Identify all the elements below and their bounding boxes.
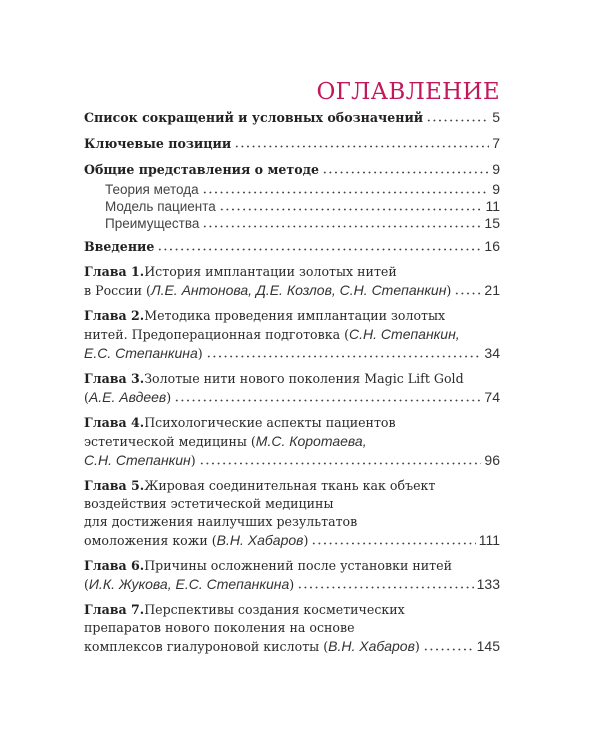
toc-heading: Список сокращений и условных обозначений xyxy=(84,110,424,125)
toc-text: комплексов гиалуроновой кислоты ( xyxy=(84,639,329,654)
page-number[interactable]: 96 xyxy=(484,452,500,468)
page-number[interactable]: 21 xyxy=(484,282,500,298)
toc-authors: В.Н. Хабаров xyxy=(328,638,415,654)
page-number[interactable]: 9 xyxy=(492,181,500,197)
toc-authors: С.Н. Степанкин xyxy=(84,452,191,468)
page-number[interactable]: 145 xyxy=(476,638,500,654)
dot-leader xyxy=(219,201,483,211)
toc-entry-line xyxy=(84,388,500,407)
toc-text: Жировая соединительная ткань как объект xyxy=(144,478,436,493)
dot-leader xyxy=(202,184,490,194)
toc-entry-line xyxy=(84,619,500,637)
toc-authors: В.Н. Хабаров xyxy=(216,532,304,548)
toc-entry-line xyxy=(105,181,500,198)
toc-entry-line xyxy=(84,160,500,179)
dot-leader xyxy=(199,455,482,465)
toc-text: Модель пациента xyxy=(105,199,216,214)
toc-heading: Глава 5. xyxy=(84,478,145,493)
dot-leader xyxy=(322,164,489,174)
toc-entry[interactable] xyxy=(84,237,500,256)
page-number[interactable]: 34 xyxy=(484,345,500,361)
toc-authors: А.Е. Авдеев xyxy=(88,389,167,405)
dot-leader xyxy=(426,112,489,122)
toc-authors: И.К. Жукова, Е.С. Степанкина xyxy=(88,576,290,592)
toc-entry[interactable] xyxy=(84,557,500,594)
table-of-contents xyxy=(84,108,500,663)
toc-entry-line xyxy=(84,134,500,153)
toc-heading: Глава 7. xyxy=(84,602,145,617)
toc-text: ) xyxy=(303,533,309,548)
toc-entry-line xyxy=(84,344,500,363)
toc-entry[interactable] xyxy=(84,477,500,550)
toc-entry[interactable] xyxy=(84,263,500,300)
toc-text: в России ( xyxy=(84,283,151,298)
toc-text: ) xyxy=(289,577,295,592)
toc-entry-line xyxy=(84,307,500,325)
dot-leader xyxy=(206,348,482,358)
page-number[interactable]: 111 xyxy=(478,532,500,548)
toc-text: Причины осложнений после установки нитей xyxy=(144,558,452,573)
page-number[interactable]: 16 xyxy=(484,238,500,254)
toc-text: омоложения кожи ( xyxy=(84,533,217,548)
toc-text: препаратов нового поколения на основе xyxy=(84,620,355,635)
page-number[interactable]: 11 xyxy=(485,198,500,214)
toc-text: ) xyxy=(166,390,172,405)
page-number[interactable]: 5 xyxy=(492,109,500,125)
toc-authors: Л.Е. Антонова, Д.Е. Козлов, С.Н. Степанкин xyxy=(150,282,447,298)
toc-entry-line xyxy=(105,198,500,215)
toc-text: эстетической медицины ( xyxy=(84,434,256,449)
toc-heading: Общие представления о методе xyxy=(84,162,320,177)
toc-entry[interactable] xyxy=(84,370,500,407)
toc-entry-line xyxy=(84,451,500,470)
toc-entry-line xyxy=(84,325,500,344)
page-number[interactable]: 9 xyxy=(492,161,500,177)
toc-subentry[interactable] xyxy=(84,181,500,198)
toc-heading: Глава 2. xyxy=(84,308,145,323)
toc-entry-line xyxy=(84,557,500,575)
toc-text: Золотые нити нового поколения Magic Lift Gold xyxy=(144,371,464,386)
dot-leader xyxy=(311,535,475,545)
toc-text: воздействия эстетической медицины xyxy=(84,496,334,511)
dot-leader xyxy=(202,218,481,228)
toc-subentry[interactable] xyxy=(84,198,500,215)
toc-title: ОГЛАВЛЕНИЕ xyxy=(316,79,500,106)
toc-text: нитей. Предоперационная подготовка ( xyxy=(84,327,350,342)
toc-entry[interactable] xyxy=(84,414,500,470)
toc-entry-line xyxy=(84,237,500,256)
toc-entry-line xyxy=(84,432,500,451)
toc-entry-line xyxy=(84,477,500,495)
toc-text: ) xyxy=(197,346,203,361)
toc-entry[interactable] xyxy=(84,601,500,656)
dot-leader xyxy=(174,392,481,402)
toc-entry-line xyxy=(84,495,500,513)
toc-entry-line xyxy=(84,575,500,594)
toc-entry-line xyxy=(84,263,500,281)
toc-subentry[interactable] xyxy=(84,215,500,232)
toc-text: Перспективы создания косметических xyxy=(144,602,405,617)
dot-leader xyxy=(297,579,473,589)
toc-entry-line xyxy=(84,601,500,619)
toc-entry[interactable] xyxy=(84,134,500,153)
toc-heading: Глава 3. xyxy=(84,371,145,386)
toc-authors: Е.С. Степанкина xyxy=(84,345,198,361)
toc-entry-line xyxy=(84,370,500,388)
toc-entry-line xyxy=(84,531,500,550)
toc-entry[interactable] xyxy=(84,160,500,179)
toc-text: ( xyxy=(84,390,89,405)
toc-authors: С.Н. Степанкин, xyxy=(349,326,460,342)
toc-text: Теория метода xyxy=(105,182,199,197)
dot-leader xyxy=(454,285,481,295)
dot-leader xyxy=(157,241,481,251)
toc-text: Преимущества xyxy=(105,216,200,231)
toc-text: ) xyxy=(446,283,452,298)
toc-entry-line xyxy=(84,414,500,432)
toc-entry-line xyxy=(84,637,500,656)
toc-text: Психологические аспекты пациентов xyxy=(144,415,396,430)
page-number[interactable]: 74 xyxy=(484,389,500,405)
toc-entry-line xyxy=(84,108,500,127)
toc-entry-line xyxy=(84,513,500,531)
toc-entry-line xyxy=(105,215,500,232)
page-number[interactable]: 15 xyxy=(484,215,500,231)
dot-leader xyxy=(234,138,489,148)
toc-entry[interactable] xyxy=(84,307,500,363)
toc-heading: Глава 4. xyxy=(84,415,145,430)
toc-authors: М.С. Коротаева, xyxy=(255,433,367,449)
toc-text: ) xyxy=(414,639,420,654)
toc-heading: Глава 1. xyxy=(84,264,145,279)
page-number[interactable]: 133 xyxy=(476,576,500,592)
toc-text: для достижения наилучших результатов xyxy=(84,514,358,529)
toc-text: История имплантации золотых нитей xyxy=(144,264,397,279)
toc-text: ( xyxy=(84,577,89,592)
toc-heading: Глава 6. xyxy=(84,558,145,573)
toc-entry-line xyxy=(84,281,500,300)
toc-heading: Введение xyxy=(84,239,155,254)
toc-text: Методика проведения имплантации золотых xyxy=(144,308,446,323)
toc-heading: Ключевые позиции xyxy=(84,136,232,151)
toc-entry[interactable] xyxy=(84,108,500,127)
toc-text: ) xyxy=(190,453,196,468)
page-number[interactable]: 7 xyxy=(492,135,500,151)
dot-leader xyxy=(423,641,474,651)
